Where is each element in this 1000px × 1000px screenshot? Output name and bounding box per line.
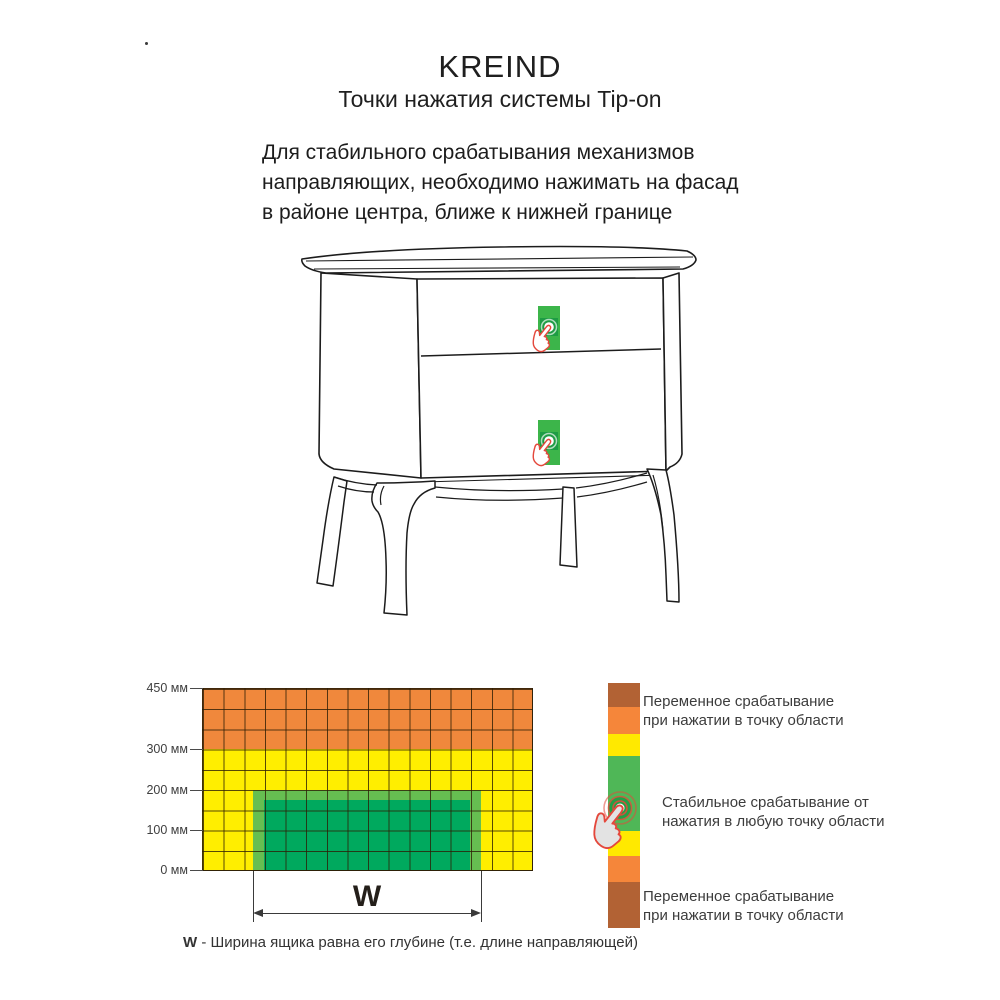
- width-extension-line-right: [481, 871, 482, 922]
- leg-right: [647, 469, 679, 602]
- legend-segment-yellow-top: [608, 734, 640, 756]
- leg-back-left: [317, 477, 347, 586]
- width-symbol: W: [352, 880, 382, 913]
- legend-line: при нажатии в точку области: [643, 907, 844, 924]
- legend-segment-brown-bottom: [608, 882, 640, 928]
- apron-front-top: [435, 487, 563, 491]
- width-arrowhead-left: [253, 909, 263, 917]
- axis-label-300: 300 мм: [146, 742, 188, 756]
- apron-right-bottom: [577, 482, 647, 497]
- description-line-3: в районе центра, ближе к нижней границе: [262, 201, 673, 224]
- legend-line: Стабильное срабатывание от: [662, 794, 869, 811]
- legend-item-variable-top: [643, 692, 844, 730]
- axis-tick: [190, 749, 203, 750]
- legend-line: Переменное срабатывание: [643, 888, 835, 905]
- width-arrowhead-right: [471, 909, 481, 917]
- legend-segment-orange-top: [608, 707, 640, 734]
- width-caption: [183, 934, 638, 951]
- right-side-panel: [663, 273, 682, 471]
- legend-line: при нажатии в точку области: [643, 712, 844, 729]
- axis-label-100: 100 мм: [146, 823, 188, 837]
- stray-dot: [145, 42, 148, 45]
- legend-item-variable-bottom: [643, 887, 844, 925]
- apron-front-bottom: [436, 497, 563, 500]
- leg-front-left: [372, 481, 435, 615]
- page-subtitle: Точки нажатия системы Tip-on: [338, 86, 662, 112]
- axis-tick: [190, 790, 203, 791]
- legend-line: Переменное срабатывание: [643, 693, 835, 710]
- left-side-panel: [319, 273, 421, 478]
- grid-lines-overlay: [202, 688, 533, 871]
- description-line-1: Для стабильного срабатывания механизмов: [262, 141, 695, 164]
- axis-label-450: 450 мм: [146, 681, 188, 695]
- axis-tick: [190, 870, 203, 871]
- leg-inner-right: [560, 487, 577, 567]
- description-paragraph: [262, 138, 762, 228]
- width-caption-text: - Ширина ящика равна его глубине (т.е. длине направляющей): [197, 934, 638, 951]
- brand-title: KREIND: [438, 49, 562, 84]
- description-line-2: направляющих, необходимо нажимать на фасад: [262, 171, 739, 194]
- axis-label-0: 0 мм: [160, 863, 188, 877]
- legend-segment-brown-top: [608, 683, 640, 707]
- nightstand-drawing: [270, 240, 730, 630]
- legend-item-stable: [662, 793, 885, 831]
- axis-label-200: 200 мм: [146, 783, 188, 797]
- carcass: [302, 247, 696, 479]
- legend-line: нажатия в любую точку области: [662, 813, 885, 830]
- axis-tick: [190, 688, 203, 689]
- axis-tick: [190, 830, 203, 831]
- width-caption-symbol: W: [183, 934, 198, 951]
